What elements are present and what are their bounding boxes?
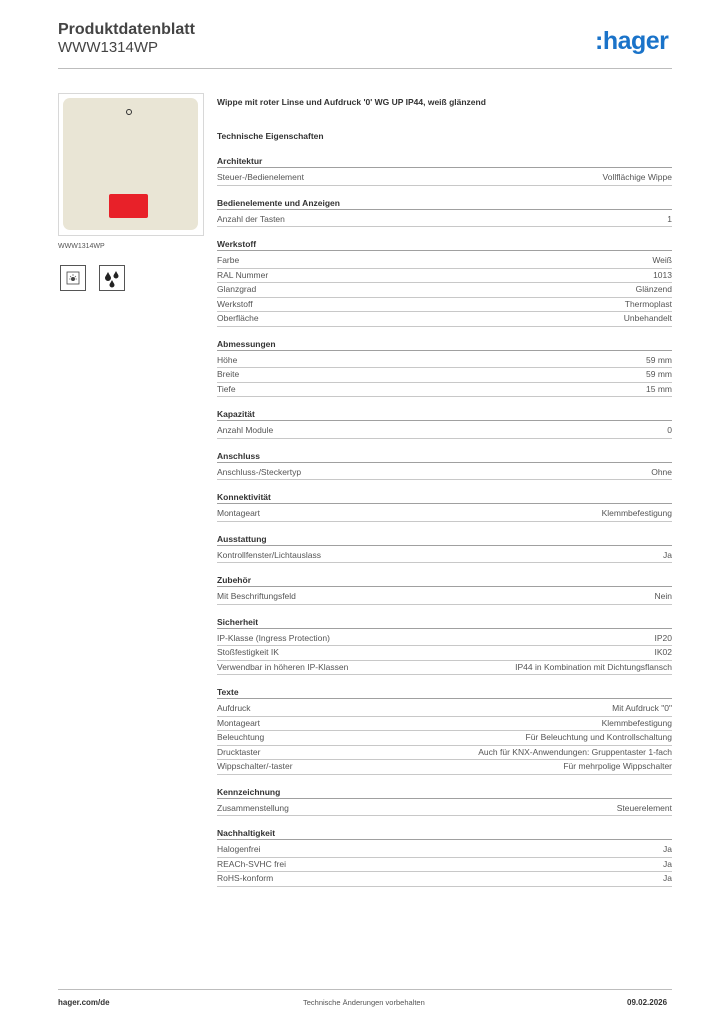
property-row <box>217 843 672 858</box>
property-row <box>217 746 672 761</box>
property-value: Weiß <box>652 255 672 265</box>
section-title: Ausstattung <box>217 533 672 546</box>
property-row <box>217 858 672 873</box>
property-label: Zusammenstellung <box>217 802 289 813</box>
property-value: Mit Aufdruck "0" <box>612 703 672 713</box>
property-label: REACh-SVHC frei <box>217 858 286 869</box>
section-title: Texte <box>217 686 672 699</box>
property-label: Montageart <box>217 717 260 728</box>
property-value: Ja <box>663 858 672 869</box>
section-title: Kapazität <box>217 408 672 421</box>
property-label: Beleuchtung <box>217 732 265 742</box>
property-value: Auch für KNX-Anwendungen: Gruppentaster 1-fach <box>478 746 672 757</box>
property-label: Verwendbar in höheren IP-Klassen <box>217 661 349 672</box>
property-label: Farbe <box>217 255 240 265</box>
section-title: Zubehör <box>217 574 672 587</box>
section-title: Konnektivität <box>217 491 672 504</box>
property-label: RAL Nummer <box>217 269 269 280</box>
property-value: Ohne <box>651 466 672 477</box>
property-label: Anzahl der Tasten <box>217 213 285 224</box>
property-row <box>217 646 672 661</box>
property-row <box>217 549 672 564</box>
property-value: Für mehrpolige Wippschalter <box>563 761 672 771</box>
property-label: Kontrollfenster/Lichtauslass <box>217 549 321 560</box>
property-value: 1 <box>667 213 672 224</box>
property-label: RoHS-konform <box>217 873 274 883</box>
property-label: Drucktaster <box>217 746 261 757</box>
property-value: 15 mm <box>646 383 672 394</box>
property-row <box>217 171 672 186</box>
property-value: Ja <box>663 844 672 854</box>
property-row <box>217 661 672 676</box>
product-code: WWW1314WP <box>58 39 159 56</box>
footer-divider <box>58 989 672 990</box>
property-row <box>217 269 672 284</box>
property-row <box>217 731 672 746</box>
property-label: Anzahl Module <box>217 425 274 435</box>
section-title: Kennzeichnung <box>217 786 672 799</box>
property-label: Halogenfrei <box>217 844 261 854</box>
property-label: Anschluss-/Steckertyp <box>217 466 302 477</box>
property-row <box>217 283 672 298</box>
property-label: Tiefe <box>217 383 236 394</box>
properties-table <box>217 155 672 898</box>
property-value: IP20 <box>654 632 672 643</box>
property-row <box>217 424 672 439</box>
hager-logo: :hager <box>595 27 669 55</box>
water-drops-icon <box>99 265 125 291</box>
property-row <box>217 383 672 398</box>
property-value: Thermoplast <box>624 298 672 309</box>
property-value: IK02 <box>654 647 672 657</box>
image-caption: WWW1314WP <box>58 243 105 250</box>
product-title: Wippe mit roter Linse und Aufdruck '0' WG UP IP44, weiß glänzend <box>217 97 486 107</box>
footer-date: 09.02.2026 <box>627 998 668 1007</box>
property-label: Steuer-/Bedienelement <box>217 172 304 182</box>
property-row <box>217 702 672 717</box>
product-image <box>58 93 204 236</box>
property-value: Nein <box>654 591 672 601</box>
property-value: Für Beleuchtung und Kontrollschaltung <box>525 732 672 742</box>
property-row <box>217 802 672 817</box>
section-title: Sicherheit <box>217 616 672 629</box>
property-value: Ja <box>663 873 672 883</box>
property-row <box>217 254 672 269</box>
section-title: Abmessungen <box>217 338 672 351</box>
property-value: Klemmbefestigung <box>601 508 672 518</box>
property-label: IP-Klasse (Ingress Protection) <box>217 632 330 643</box>
section-title: Bedienelemente und Anzeigen <box>217 197 672 210</box>
property-row <box>217 507 672 522</box>
property-row <box>217 312 672 327</box>
property-label: Aufdruck <box>217 703 251 713</box>
property-value: Klemmbefestigung <box>601 717 672 728</box>
property-row <box>217 298 672 313</box>
print-mark-0 <box>126 109 132 115</box>
red-lens <box>109 194 148 218</box>
property-row <box>217 368 672 383</box>
property-value: 59 mm <box>646 369 672 379</box>
property-value: Glänzend <box>635 284 672 294</box>
property-value: 59 mm <box>646 354 672 365</box>
property-label: Stoßfestigkeit IK <box>217 647 279 657</box>
property-label: Wippschalter/-taster <box>217 761 293 771</box>
property-label: Oberfläche <box>217 313 259 323</box>
header-divider <box>58 68 672 69</box>
property-value: Steuerelement <box>616 802 672 813</box>
property-row <box>217 213 672 228</box>
section-title: Nachhaltigkeit <box>217 827 672 840</box>
property-value: IP44 in Kombination mit Dichtungsflansch <box>515 661 672 672</box>
property-label: Höhe <box>217 354 238 365</box>
property-value: 0 <box>667 425 672 435</box>
property-value: Unbehandelt <box>623 313 672 323</box>
footer-website: hager.com/de <box>58 998 110 1007</box>
section-title: Anschluss <box>217 450 672 463</box>
property-label: Glanzgrad <box>217 284 257 294</box>
property-label: Breite <box>217 369 240 379</box>
property-row <box>217 760 672 775</box>
light-indicator-icon <box>60 265 86 291</box>
section-title: Werkstoff <box>217 238 672 251</box>
footer-disclaimer: Technische Änderungen vorbehalten <box>303 998 425 1007</box>
section-heading: Technische Eigenschaften <box>217 131 324 141</box>
property-row <box>217 872 672 887</box>
property-row <box>217 354 672 369</box>
rocker-plate <box>63 98 198 230</box>
property-value: Ja <box>663 549 672 560</box>
property-label: Werkstoff <box>217 298 253 309</box>
property-row <box>217 466 672 481</box>
document-title: Produktdatenblatt <box>58 21 195 38</box>
section-title: Architektur <box>217 155 672 168</box>
property-label: Montageart <box>217 508 260 518</box>
property-label: Mit Beschriftungsfeld <box>217 591 296 601</box>
property-value: 1013 <box>653 269 672 280</box>
property-row <box>217 632 672 647</box>
property-value: Vollflächige Wippe <box>602 172 672 182</box>
property-row <box>217 717 672 732</box>
property-row <box>217 590 672 605</box>
